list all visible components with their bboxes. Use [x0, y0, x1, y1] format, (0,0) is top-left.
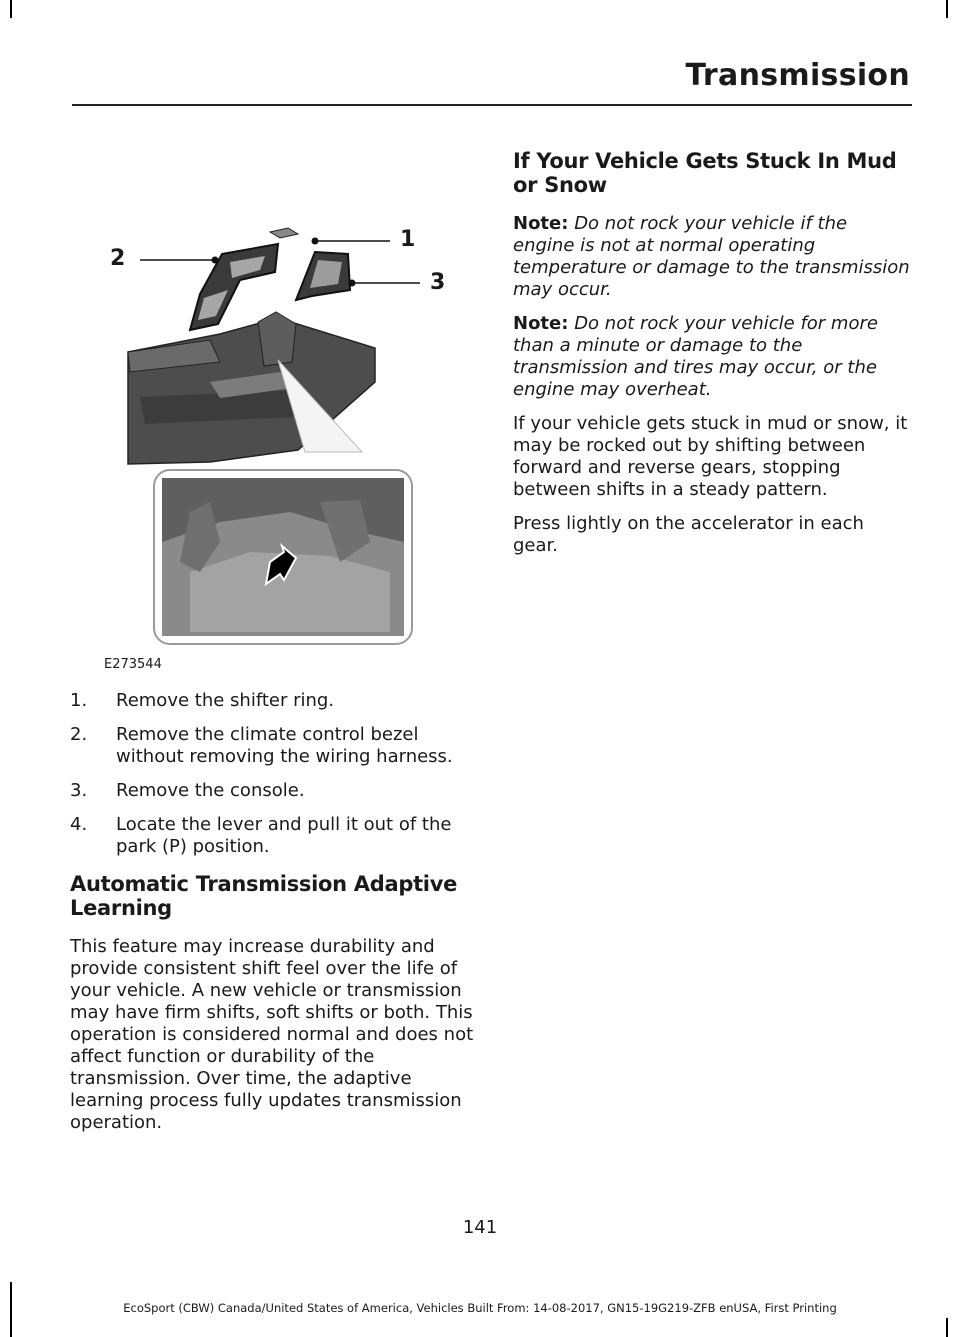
- footer-text: EcoSport (CBW) Canada/United States of America, Vehicles Built From: 14-08-2017, GN15-19G219-ZFB enUSA, First Printing: [123, 1301, 837, 1315]
- note-label: Note:: [513, 213, 569, 234]
- right-column: [513, 145, 913, 569]
- note-2: [513, 313, 913, 401]
- step-number: 2.: [70, 724, 88, 745]
- removal-steps: [70, 690, 480, 858]
- note-label: Note:: [513, 313, 569, 334]
- step-number: 4.: [70, 814, 88, 835]
- list-item: [70, 780, 480, 802]
- list-item: [70, 724, 480, 768]
- console-removal-illustration: [100, 212, 470, 672]
- crop-mark: [946, 1318, 948, 1337]
- crop-mark: [10, 0, 12, 18]
- note-text: Do not rock your vehicle if the engine is not at normal operating temperature or damage to the transmission may occur.: [513, 213, 910, 300]
- step-text: Remove the console.: [116, 780, 305, 801]
- note-1: [513, 213, 913, 301]
- figure-code: E273544: [104, 657, 162, 672]
- header-divider: [72, 104, 912, 106]
- stuck-paragraph-1: If your vehicle gets stuck in mud or snow, it may be rocked out by shifting between forward and reverse gears, stopping between shifts in a steady pattern.: [513, 413, 908, 500]
- page-title: Transmission: [685, 58, 910, 93]
- step-text: Remove the climate control bezel without removing the wiring harness.: [116, 724, 453, 767]
- adaptive-learning-body: This feature may increase durability and provide consistent shift feel over the life of your vehicle. A new vehicle or transmission may have firm shifts, soft shifts or both. This operation is considered normal and does not affect function or durability of the transmission. Over time, the adaptive learning process fully updates transmission operation.: [70, 936, 474, 1133]
- left-column: [70, 690, 480, 1146]
- list-item: [70, 814, 480, 858]
- list-item: [70, 690, 480, 712]
- step-text: Remove the shifter ring.: [116, 690, 335, 711]
- note-text: Do not rock your vehicle for more than a minute or damage to the transmission and tires may occur, or the engine may overheat.: [513, 313, 878, 400]
- callout-1: 1: [400, 227, 416, 252]
- step-number: 3.: [70, 780, 88, 801]
- console-diagram: [100, 212, 470, 652]
- stuck-paragraph-2: Press lightly on the accelerator in each gear.: [513, 513, 864, 556]
- step-number: 1.: [70, 690, 88, 711]
- step-text: Locate the lever and pull it out of the park (P) position.: [116, 814, 452, 857]
- page-number: 141: [462, 1217, 498, 1238]
- crop-mark: [946, 0, 948, 18]
- callout-3: 3: [430, 270, 446, 295]
- callout-2: 2: [110, 246, 126, 271]
- section-heading-stuck: If Your Vehicle Gets Stuck In Mud or Snow: [513, 149, 897, 197]
- section-heading-adaptive-learning: Automatic Transmission Adaptive Learning: [70, 872, 458, 920]
